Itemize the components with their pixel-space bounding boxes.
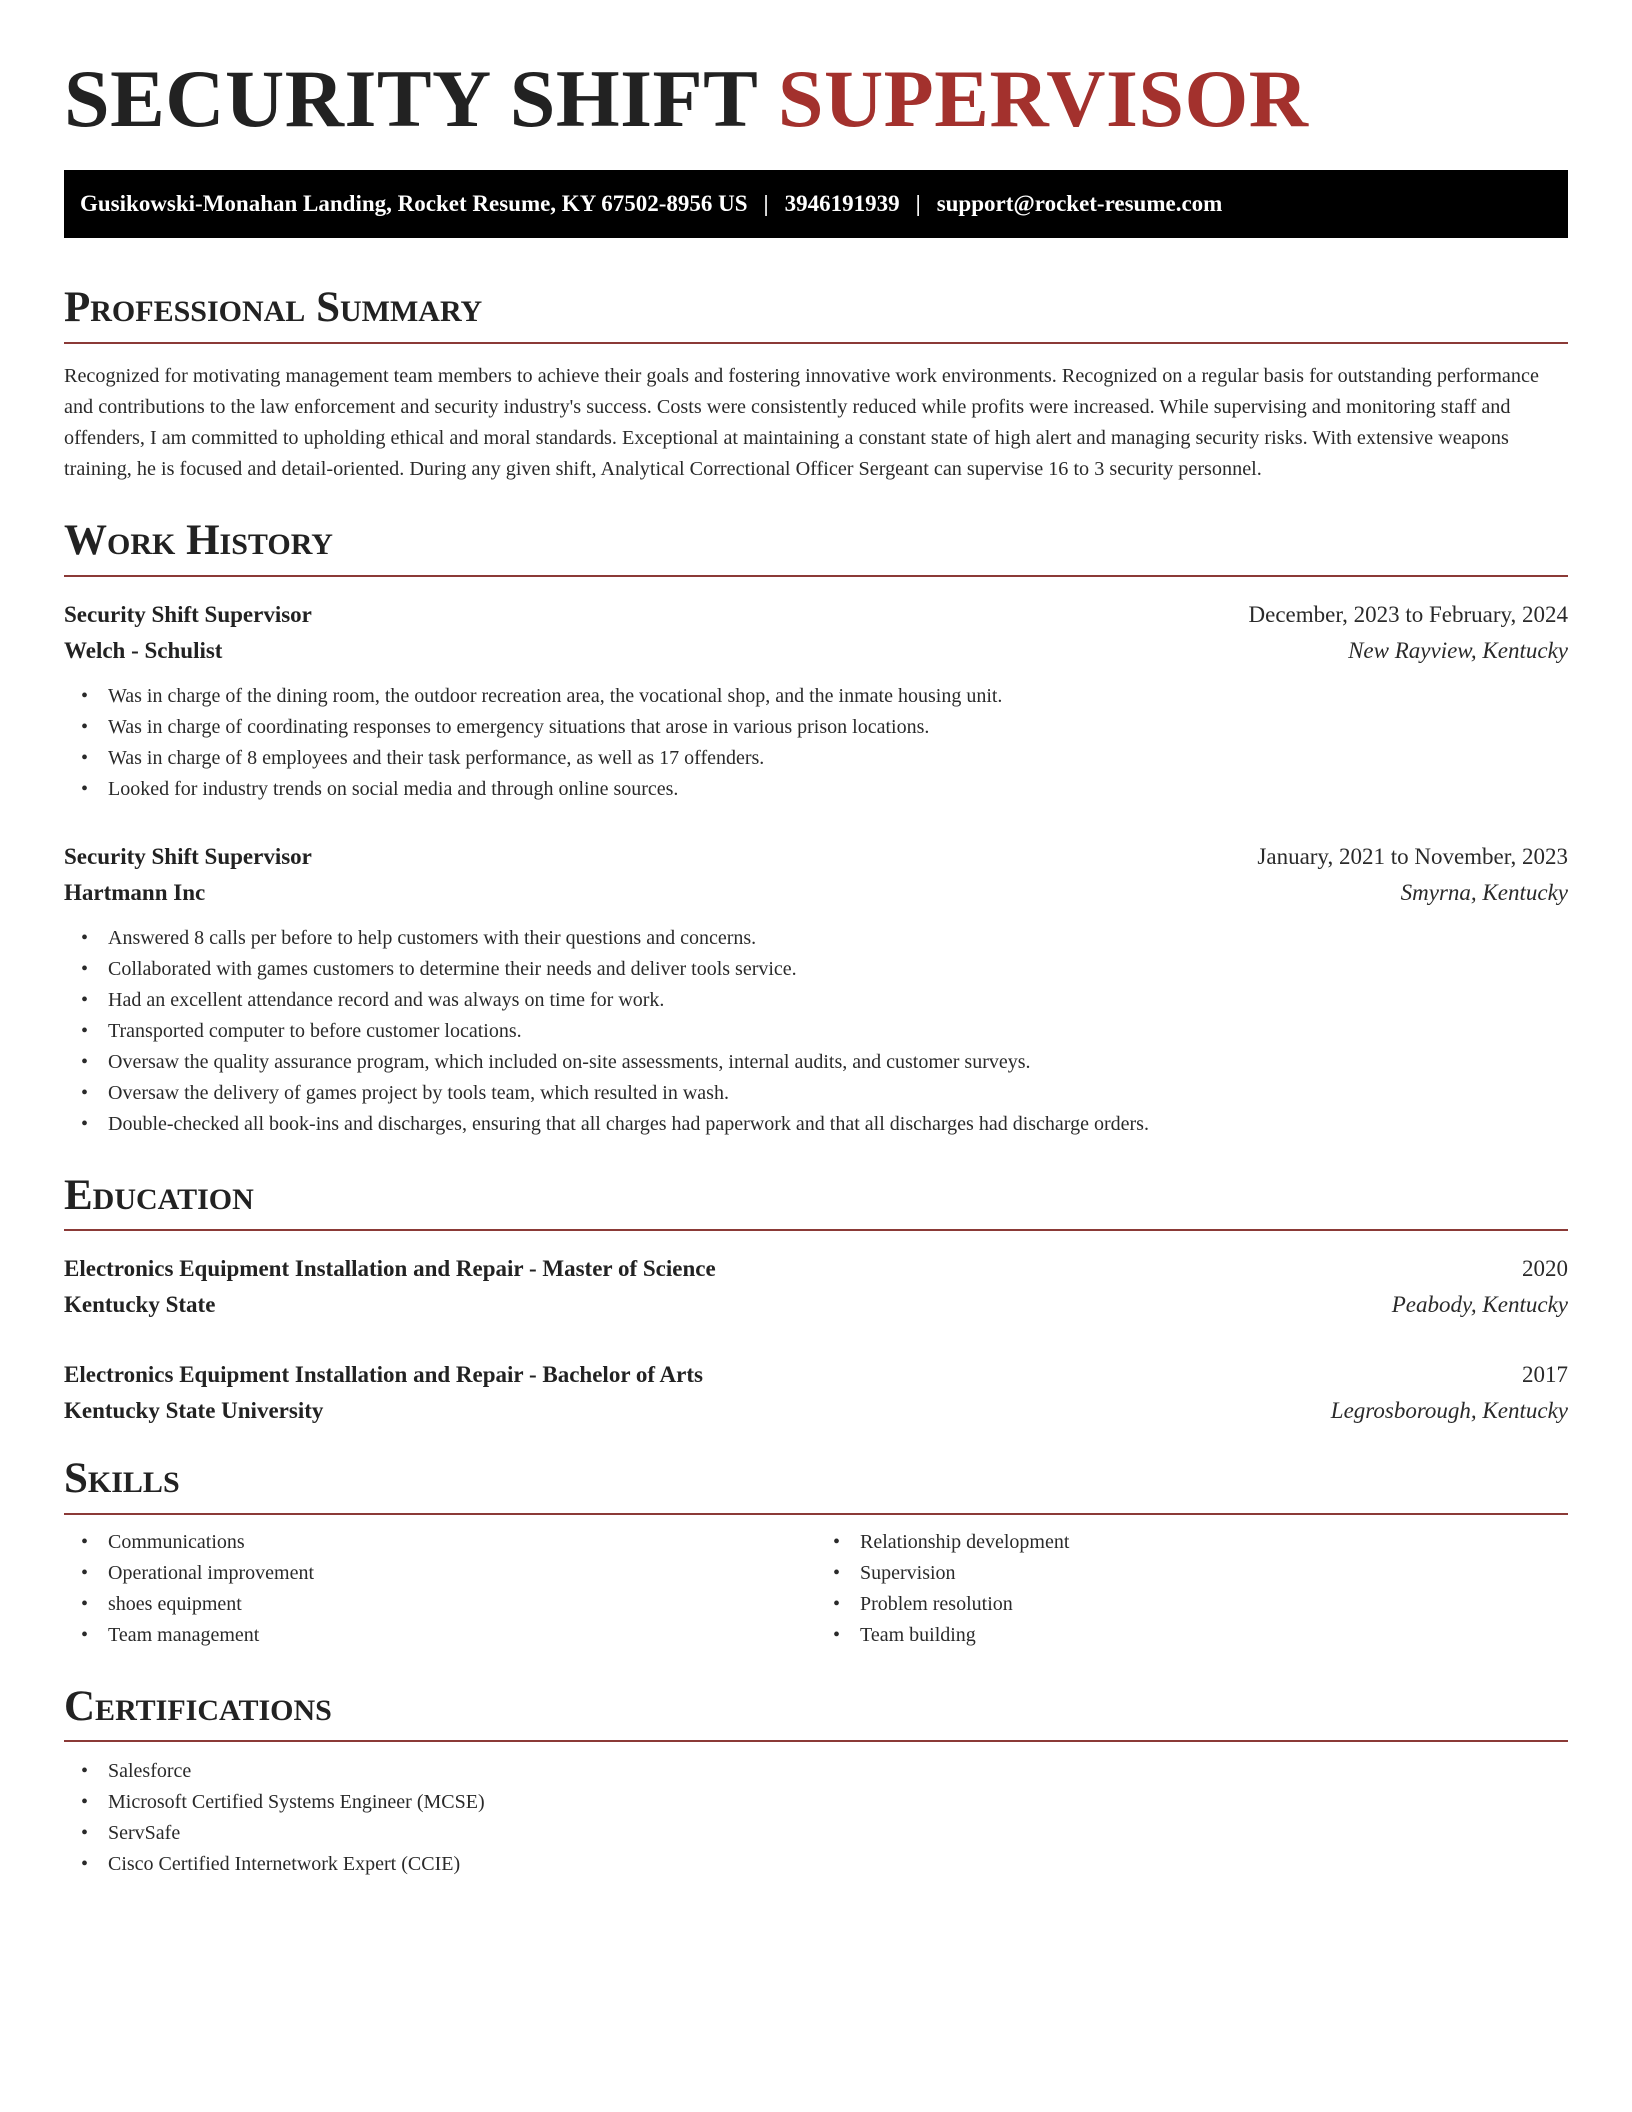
- bullet-item: [81, 712, 1568, 743]
- bullet-text: Transported computer to before customer locations.: [108, 1019, 522, 1042]
- bullet-item: [81, 681, 1568, 712]
- bullet-text: Oversaw the delivery of games project by tools team, which resulted in wash.: [108, 1081, 729, 1104]
- certification-text: ServSafe: [108, 1822, 181, 1845]
- bullet-item: [81, 1047, 1568, 1078]
- bullet-dot: •: [81, 1760, 89, 1783]
- bullet-dot: •: [81, 777, 89, 800]
- bullet-dot: •: [81, 926, 89, 949]
- bullet-dot: •: [81, 1592, 89, 1615]
- job-dates: January, 2021 to November, 2023: [1257, 843, 1568, 869]
- bullet-dot: •: [81, 746, 89, 769]
- bullet-dot: •: [81, 1853, 89, 1876]
- education-school: Kentucky State University: [64, 1398, 324, 1424]
- education-entry: [64, 1357, 1568, 1429]
- certification-text: Cisco Certified Internetwork Expert (CCIE): [108, 1853, 461, 1876]
- bullet-text: Had an excellent attendance record and was always on time for work.: [108, 988, 665, 1011]
- skill-item: [833, 1558, 1568, 1589]
- education-location: Peabody, Kentucky: [1391, 1292, 1568, 1318]
- bullet-text: Was in charge of the dining room, the outdoor recreation area, the vocational shop, and the inmate housing unit.: [108, 684, 1003, 707]
- bullet-item: [81, 1109, 1568, 1140]
- bullet-dot: •: [81, 1530, 89, 1553]
- education-entry: [64, 1251, 1568, 1323]
- job-bullets: [64, 681, 1568, 805]
- resume-name: [64, 50, 1568, 148]
- section-heading-summary: Professional Summary: [64, 282, 1568, 344]
- section-heading-work-history: Work History: [64, 515, 1568, 577]
- contact-bar: [64, 170, 1568, 238]
- skill-text: Supervision: [860, 1561, 956, 1584]
- skills-section: [64, 1453, 1568, 1651]
- job-company-row: [64, 633, 1568, 669]
- skills-grid: [64, 1527, 1568, 1651]
- education-degree: Electronics Equipment Installation and Repair - Bachelor of Arts: [64, 1362, 703, 1388]
- job-bullets: [64, 923, 1568, 1140]
- bullet-dot: •: [81, 957, 89, 980]
- education-degree: Electronics Equipment Installation and Repair - Master of Science: [64, 1256, 716, 1282]
- certification-item: [81, 1818, 1568, 1849]
- bullet-dot: •: [81, 1822, 89, 1845]
- bullet-item: [81, 1016, 1568, 1047]
- contact-separator: |: [763, 191, 769, 217]
- skill-text: Communications: [108, 1530, 245, 1553]
- bullet-dot: •: [833, 1592, 841, 1615]
- job-title: Security Shift Supervisor: [64, 843, 312, 869]
- skill-item: [81, 1527, 816, 1558]
- bullet-dot: •: [81, 988, 89, 1011]
- bullet-text: Double-checked all book-ins and discharges, ensuring that all charges had paperwork and that all discharges had discharge orders.: [108, 1112, 1149, 1135]
- skill-item: [833, 1527, 1568, 1558]
- bullet-item: [81, 985, 1568, 1016]
- skill-item: [833, 1589, 1568, 1620]
- job-company-row: [64, 875, 1568, 911]
- certifications-section: [64, 1681, 1568, 1881]
- bullet-text: Looked for industry trends on social media and through online sources.: [108, 777, 679, 800]
- bullet-item: [81, 954, 1568, 985]
- bullet-text: Answered 8 calls per before to help customers with their questions and concerns.: [108, 926, 757, 949]
- bullet-dot: •: [81, 1791, 89, 1814]
- skill-text: shoes equipment: [108, 1592, 242, 1615]
- bullet-text: Was in charge of coordinating responses to emergency situations that arose in various prison locations.: [108, 715, 930, 738]
- certification-item: [81, 1849, 1568, 1880]
- certification-item: [81, 1787, 1568, 1818]
- name-accent: SUPERVISOR: [777, 53, 1309, 144]
- certifications-list: [64, 1756, 1568, 1880]
- summary-section: [64, 282, 1568, 485]
- education-location: Legrosborough, Kentucky: [1330, 1398, 1568, 1424]
- job-location: New Rayview, Kentucky: [1348, 637, 1568, 663]
- skill-text: Team management: [108, 1623, 260, 1646]
- bullet-text: Was in charge of 8 employees and their task performance, as well as 17 offenders.: [108, 746, 765, 769]
- bullet-dot: •: [833, 1623, 841, 1646]
- bullet-item: [81, 774, 1568, 805]
- contact-address: Gusikowski-Monahan Landing, Rocket Resume, KY 67502-8956 US: [80, 191, 748, 217]
- education-school-row: [64, 1393, 1568, 1429]
- skill-item: [81, 1589, 816, 1620]
- section-heading-skills: Skills: [64, 1453, 1568, 1515]
- job-company: Hartmann Inc: [64, 879, 206, 905]
- certification-text: Microsoft Certified Systems Engineer (MCSE): [108, 1791, 485, 1814]
- education-school: Kentucky State: [64, 1292, 216, 1318]
- education-degree-row: [64, 1251, 1568, 1287]
- bullet-text: Oversaw the quality assurance program, which included on-site assessments, internal audits, and customer surveys.: [108, 1050, 1031, 1073]
- bullet-item: [81, 1078, 1568, 1109]
- bullet-dot: •: [81, 684, 89, 707]
- job-entry: [64, 597, 1568, 805]
- job-entry: [64, 839, 1568, 1140]
- skill-text: Team building: [860, 1623, 976, 1646]
- contact-phone: 3946191939: [784, 191, 900, 217]
- bullet-dot: •: [81, 1112, 89, 1135]
- bullet-item: [81, 743, 1568, 774]
- bullet-text: Collaborated with games customers to determine their needs and deliver tools service.: [108, 957, 797, 980]
- skill-item: [833, 1620, 1568, 1651]
- section-heading-certifications: Certifications: [64, 1681, 1568, 1743]
- bullet-dot: •: [81, 1050, 89, 1073]
- bullet-dot: •: [81, 1623, 89, 1646]
- skills-column-left: [64, 1527, 816, 1651]
- education-year: 2017: [1522, 1362, 1568, 1388]
- job-title: Security Shift Supervisor: [64, 601, 312, 627]
- job-dates: December, 2023 to February, 2024: [1248, 601, 1568, 627]
- contact-email[interactable]: support@rocket-resume.com: [936, 191, 1223, 217]
- job-header-row: [64, 839, 1568, 875]
- name-primary: SECURITY SHIFT: [64, 53, 757, 144]
- job-header-row: [64, 597, 1568, 633]
- work-history-section: [64, 515, 1568, 1140]
- certification-item: [81, 1756, 1568, 1787]
- skill-item: [81, 1558, 816, 1589]
- skills-column-right: [816, 1527, 1568, 1651]
- skill-text: Problem resolution: [860, 1592, 1013, 1615]
- contact-separator: |: [915, 191, 921, 217]
- bullet-dot: •: [81, 715, 89, 738]
- education-year: 2020: [1522, 1256, 1568, 1282]
- summary-text: Recognized for motivating management team members to achieve their goals and fostering innovative work environments. Recognized on a regular basis for outstanding performance and contributions to the law enforcement and security industry's success. Costs were consistently reduced while profits were increased. While supervising and monitoring staff and offenders, I am committed to upholding ethical and moral standards. Exceptional at maintaining a constant state of high alert and managing security risks. With extensive weapons training, he is focused and detail-oriented. During any given shift, Analytical Correctional Officer Sergeant can supervise 16 to 3 security personnel.: [64, 364, 1539, 480]
- bullet-dot: •: [81, 1019, 89, 1042]
- skill-text: Relationship development: [860, 1530, 1070, 1553]
- education-section: [64, 1170, 1568, 1430]
- bullet-item: [81, 923, 1568, 954]
- job-location: Smyrna, Kentucky: [1400, 879, 1568, 905]
- job-company: Welch - Schulist: [64, 637, 223, 663]
- section-heading-education: Education: [64, 1170, 1568, 1232]
- bullet-dot: •: [81, 1561, 89, 1584]
- skill-item: [81, 1620, 816, 1651]
- certification-text: Salesforce: [108, 1760, 192, 1783]
- education-school-row: [64, 1287, 1568, 1323]
- skill-text: Operational improvement: [108, 1561, 315, 1584]
- bullet-dot: •: [81, 1081, 89, 1104]
- education-degree-row: [64, 1357, 1568, 1393]
- bullet-dot: •: [833, 1530, 841, 1553]
- bullet-dot: •: [833, 1561, 841, 1584]
